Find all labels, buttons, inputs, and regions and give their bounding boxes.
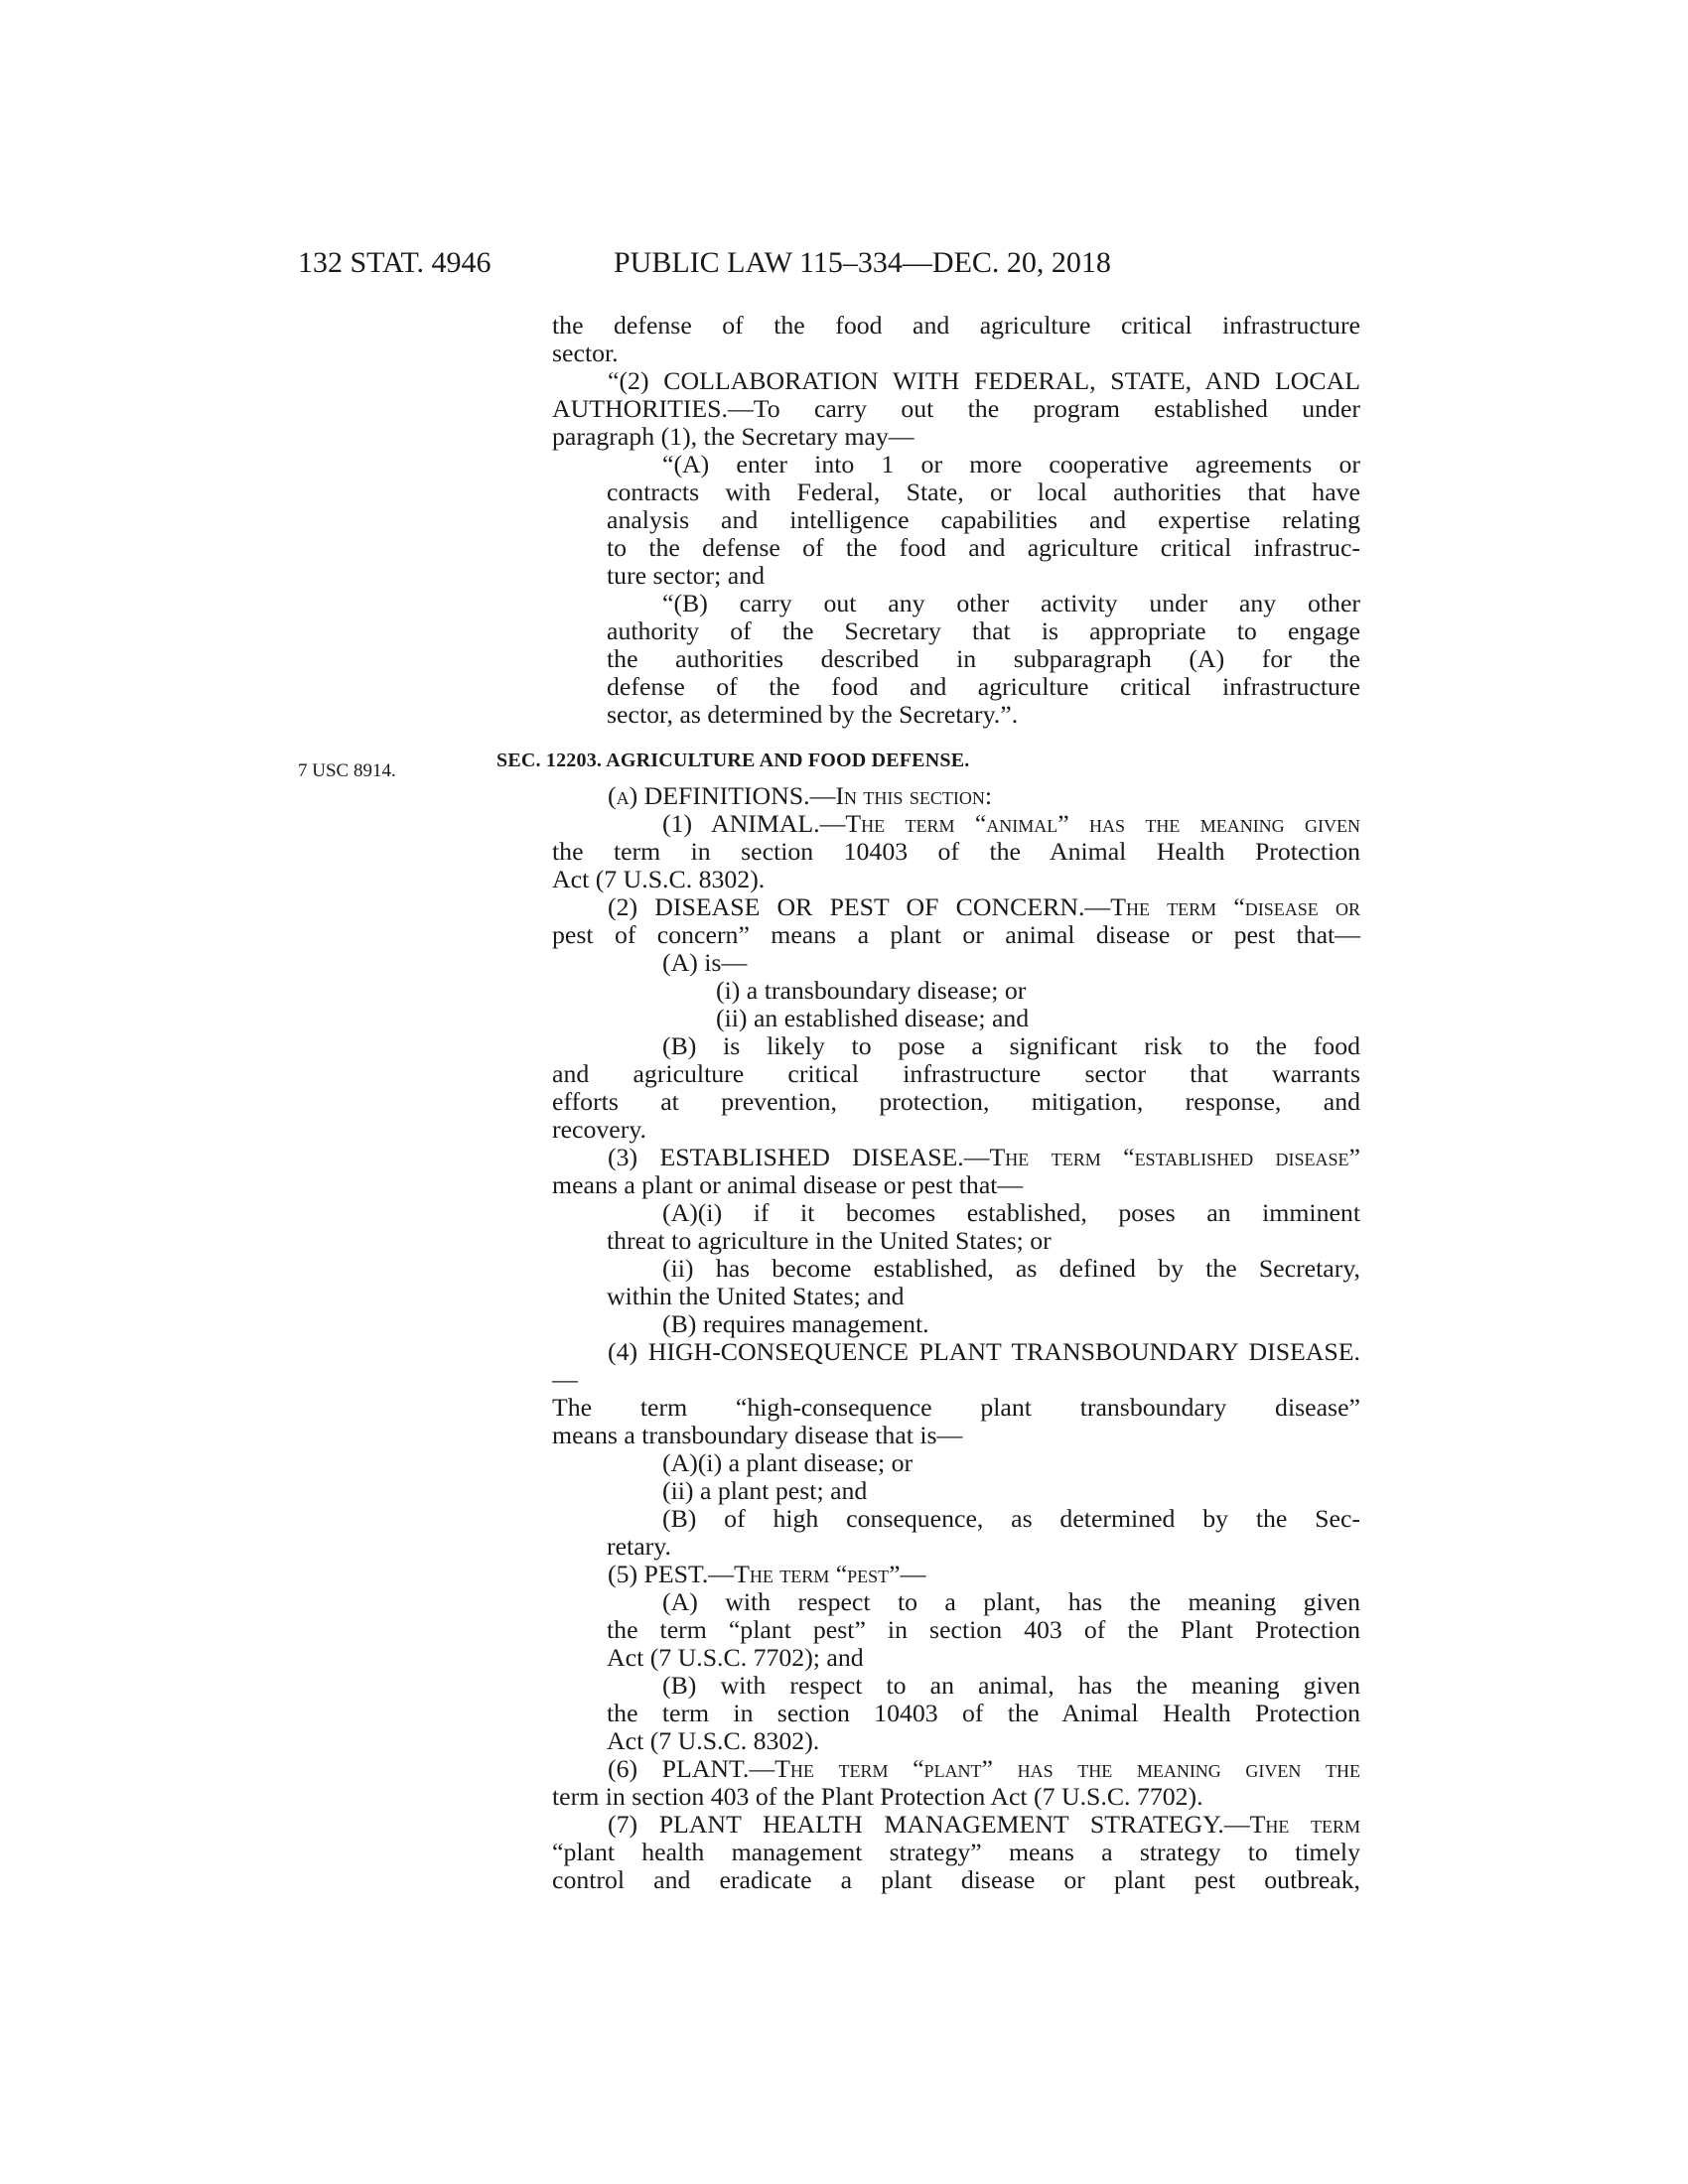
statute-page-number: 132 STAT. 4946: [298, 246, 492, 279]
text-line: Act (7 U.S.C. 8302).: [607, 1726, 820, 1755]
text-line: contracts with Federal, State, or local authorities that have: [607, 478, 1360, 506]
list-item: (A) is—: [662, 948, 748, 977]
text-line: term in section 403 of the Plant Protection Act (7 U.S.C. 7702).: [552, 1782, 1203, 1811]
list-item: (ii) an established disease; and: [716, 1004, 1030, 1032]
subparagraph: “(B) carry out any other activity under any other: [662, 589, 1360, 617]
list-item: (A)(i) a plant disease; or: [662, 1448, 914, 1477]
text-line: the defense of the food and agriculture critical infrastructure: [552, 311, 1360, 340]
usc-margin-note: 7 USC 8914.: [298, 760, 396, 781]
definition-heading: (3) ESTABLISHED DISEASE.—The term “established disease”: [608, 1143, 1360, 1171]
text-line: Act (7 U.S.C. 8302).: [552, 865, 766, 893]
text-line: threat to agriculture in the United States; or: [607, 1226, 1052, 1255]
text-line: within the United States; and: [607, 1282, 905, 1310]
list-item: (B) is likely to pose a significant risk to the food: [662, 1031, 1360, 1060]
page-header: [298, 246, 1390, 286]
definition-heading: (6) PLANT.—The term “plant” has the meaning given the: [608, 1754, 1360, 1783]
list-item: (ii) has become established, as defined by the Secretary,: [662, 1254, 1360, 1283]
text-line: control and eradicate a plant disease or plant pest outbreak,: [552, 1865, 1360, 1894]
text-line: to the defense of the food and agriculture critical infrastruc-: [607, 533, 1360, 562]
text-line: efforts at prevention, protection, mitigation, response, and: [552, 1087, 1360, 1116]
text-line: defense of the food and agriculture critical infrastructure: [607, 672, 1360, 701]
text-line: and agriculture critical infrastructure sector that warrants: [552, 1059, 1360, 1088]
subsection-heading: (a) DEFINITIONS.—In this section:: [608, 781, 993, 810]
statute-body: [496, 311, 1360, 1894]
text-line: analysis and intelligence capabilities and expertise relating: [607, 505, 1360, 534]
text-line: the authorities described in subparagraph (A) for the: [607, 644, 1360, 673]
text-line: AUTHORITIES.—To carry out the program established under: [552, 394, 1360, 423]
text-line: “plant health management strategy” means a strategy to timely: [552, 1838, 1360, 1866]
definition-heading: (7) PLANT HEALTH MANAGEMENT STRATEGY.—The term: [608, 1810, 1360, 1839]
public-law-citation: PUBLIC LAW 115–334—DEC. 20, 2018: [614, 246, 1111, 279]
list-item: (B) requires management.: [662, 1309, 929, 1338]
text-line: pest of concern” means a plant or animal disease or pest that—: [552, 920, 1360, 949]
text-line: means a transboundary disease that is—: [552, 1421, 963, 1449]
text-line: the term “plant pest” in section 403 of the Plant Protection: [607, 1615, 1360, 1644]
list-item: (A) with respect to a plant, has the meaning given: [662, 1587, 1360, 1616]
definition-heading: (2) DISEASE OR PEST OF CONCERN.—The term “disease or: [608, 892, 1360, 921]
text-line: sector, as determined by the Secretary.”.: [607, 700, 1019, 729]
list-item: (i) a transboundary disease; or: [716, 976, 1027, 1005]
text-line: the term in section 10403 of the Animal Health Protection: [552, 837, 1360, 866]
text-line: sector.: [552, 339, 619, 367]
text-line: retary.: [607, 1532, 671, 1561]
text-line: recovery.: [552, 1115, 646, 1144]
text-line: the term in section 10403 of the Animal Health Protection: [607, 1699, 1360, 1727]
text-line: Act (7 U.S.C. 7702); and: [607, 1643, 864, 1672]
text-line: authority of the Secretary that is appropriate to engage: [607, 616, 1360, 645]
subparagraph: “(A) enter into 1 or more cooperative agreements or: [662, 450, 1360, 478]
paragraph-heading: “(2) COLLABORATION WITH FEDERAL, STATE, AND LOCAL: [608, 366, 1360, 395]
list-item: (B) of high consequence, as determined by the Sec-: [662, 1504, 1360, 1533]
definition-heading: (5) PEST.—The term “pest”—: [608, 1560, 926, 1588]
text-line: means a plant or animal disease or pest that—: [552, 1170, 1024, 1199]
list-item: (A)(i) if it becomes established, poses an imminent: [662, 1198, 1360, 1227]
text-line: paragraph (1), the Secretary may—: [552, 422, 914, 451]
section-heading: SEC. 12203. AGRICULTURE AND FOOD DEFENSE.: [496, 750, 970, 771]
text-line: ture sector; and: [607, 561, 766, 590]
definition-heading: (1) ANIMAL.—The term “animal” has the meaning given: [662, 809, 1360, 838]
definition-heading: (4) HIGH-CONSEQUENCE PLANT TRANSBOUNDARY DISEASE.—: [552, 1337, 1360, 1394]
list-item: (ii) a plant pest; and: [662, 1476, 868, 1505]
list-item: (B) with respect to an animal, has the meaning given: [662, 1671, 1360, 1700]
text-line: The term “high-consequence plant transboundary disease”: [552, 1393, 1360, 1422]
